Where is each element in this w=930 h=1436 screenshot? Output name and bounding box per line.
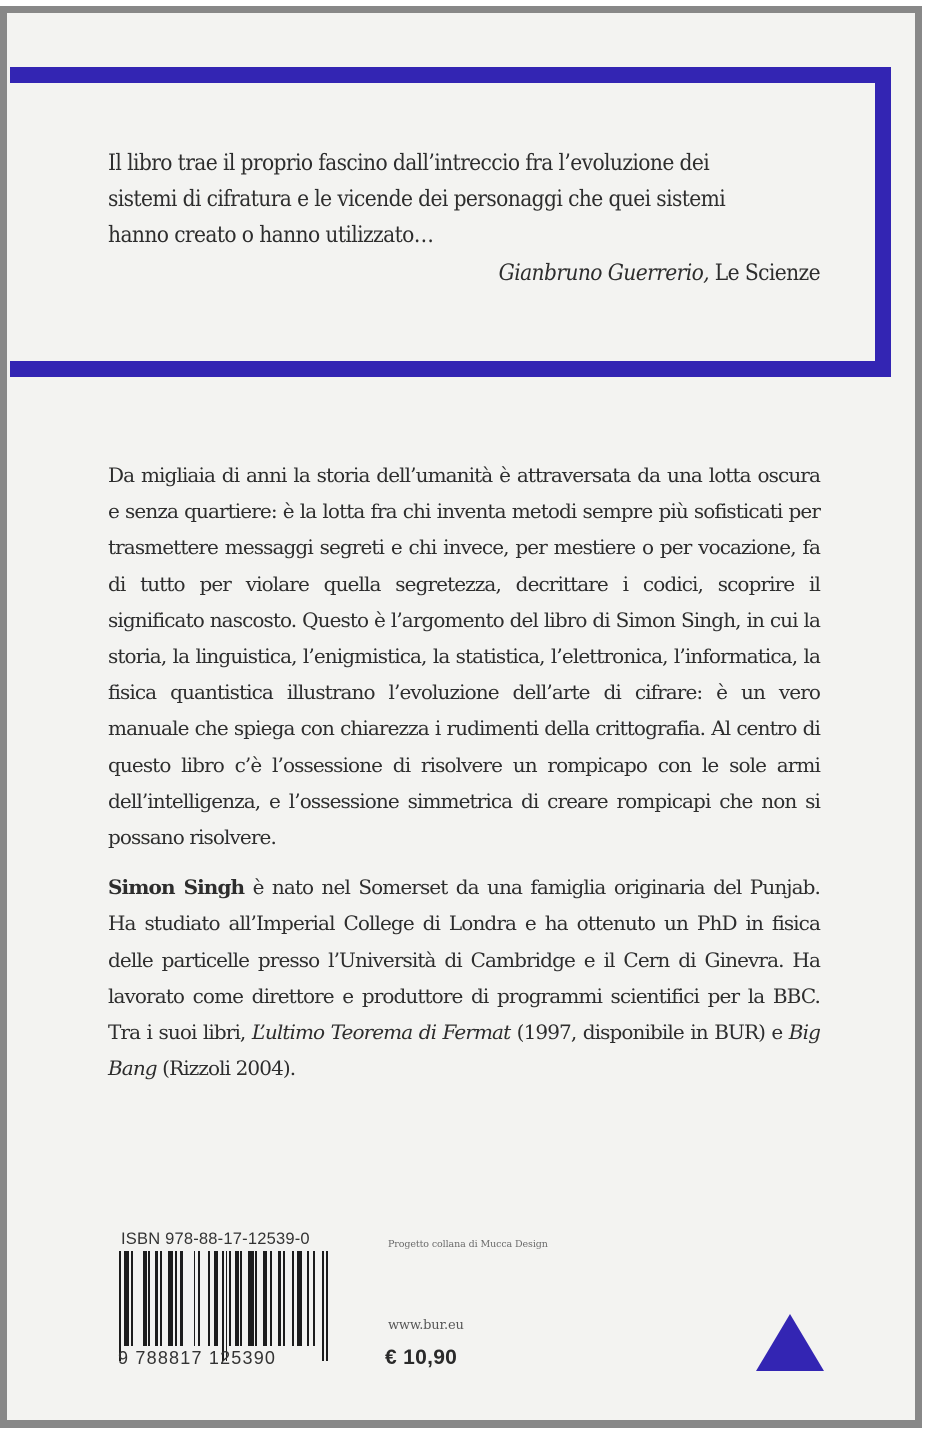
bio-text: (Rizzoli 2004). xyxy=(156,1056,296,1081)
quote-author: Gianbruno Guerrerio, xyxy=(498,260,709,286)
isbn-label: ISBN 978-88-17-12539-0 xyxy=(121,1230,310,1248)
book-back-cover xyxy=(0,6,922,1428)
barcode-digits: 9 788817 125390 xyxy=(118,1348,277,1368)
quote-attribution xyxy=(108,255,820,291)
book-description: Da migliaia di anni la storia dell’umanità è attraversata da una lotta oscura e senza quartiere: è la lotta fra chi inventa metodi sempre più sofisticati per trasmettere messaggi segreti e chi invece, per mestiere o per vocazione, fa di tutto per violare quella segretezza, decrittare i codici, scoprire il significato nascosto. Questo è l’argomento del libro di Simon Singh, in cui la storia, la linguistica, l’enigmistica, la statistica, l’elettronica, l’informatica, la fisica quantistica illustrano l’evoluzione dell’arte di cifrare: è un vero manuale che spiega con chiarezza i rudimenti della crittografia. Al centro di questo libro c’è l’ossessione di risolvere un rompicapo con le sole armi dell’intelligenza, e l’ossessione simmetrica di creare rompicapi che non si possano risolvere. xyxy=(108,463,820,850)
bio-text: è nato nel Somerset da una famiglia originaria del Punjab. Ha studiato all’Imperial College di Londra e ha ottenuto un PhD in fisica delle particelle presso l’Università di Cambridge e il Cern di Ginevra. Ha lavorato come direttore e produttore di programmi scientifici per la BBC. Tra i suoi libri, xyxy=(108,875,820,1045)
quote-line: Il libro trae il proprio fascino dall’intreccio fra l’evoluzione dei xyxy=(108,150,710,176)
book-title-fermat: L’ultimo Teorema di Fermat xyxy=(251,1020,511,1045)
quote-line: sistemi di cifratura e le vicende dei personaggi che quei sistemi xyxy=(108,186,726,212)
author-name: Simon Singh xyxy=(108,875,245,900)
design-credit: Progetto collana di Mucca Design xyxy=(388,1239,548,1250)
quote-source: Le Scienze xyxy=(708,260,820,286)
bio-text: (1997, disponibile in BUR) e xyxy=(510,1020,789,1045)
author-bio xyxy=(108,869,820,1086)
review-quote xyxy=(108,145,820,291)
isbn-barcode-block xyxy=(118,1229,329,1368)
publisher-url: www.bur.eu xyxy=(388,1318,464,1333)
price-label: € 10,90 xyxy=(385,1346,458,1369)
barcode-icon xyxy=(119,1251,329,1351)
blurb xyxy=(108,457,820,1086)
book-title-big-bang: Big Bang xyxy=(108,1020,820,1081)
quote-line: hanno creato o hanno utilizzato… xyxy=(108,222,434,248)
blue-triangle-icon xyxy=(756,1314,824,1371)
